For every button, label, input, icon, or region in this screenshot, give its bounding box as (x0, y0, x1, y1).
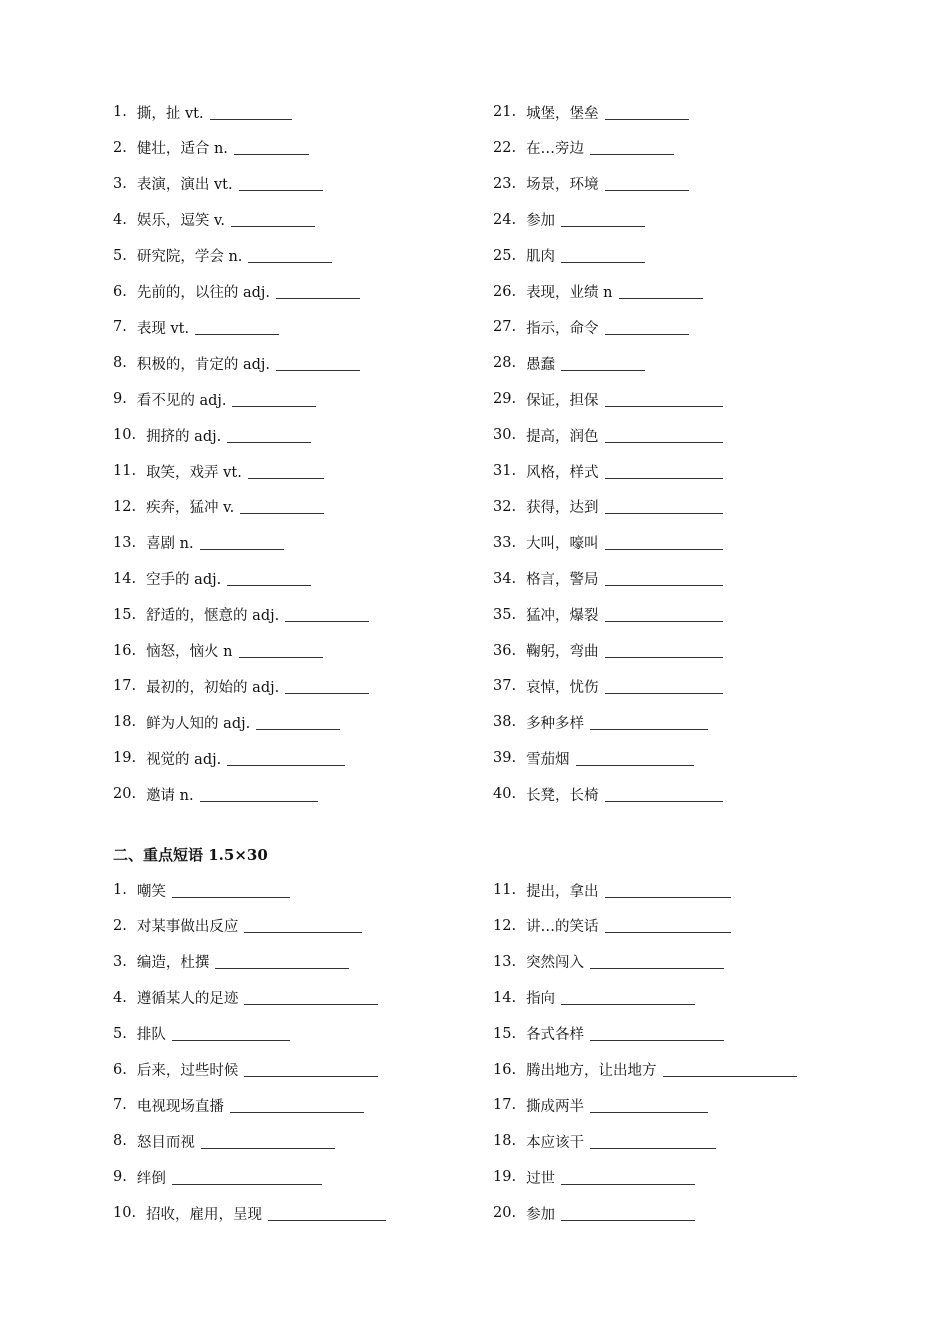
item-number: 13. (113, 534, 137, 551)
answer-blank[interactable] (244, 990, 378, 1005)
item-prompt: 喜剧 n. (146, 536, 194, 553)
item-prompt: 拥挤的 adj. (146, 428, 222, 445)
item-number: 26. (493, 283, 517, 300)
answer-blank[interactable] (663, 1062, 797, 1077)
list-item (113, 423, 311, 447)
answer-blank[interactable] (605, 607, 723, 622)
item-prompt: 嘲笑 (136, 883, 166, 900)
item-prompt: 遵循某人的足迹 (136, 991, 239, 1008)
answer-blank[interactable] (276, 356, 360, 371)
list-item (493, 531, 723, 555)
item-number: 15. (493, 1025, 517, 1042)
list-item (113, 674, 369, 698)
item-prompt: 积极的，肯定的 adj. (136, 356, 270, 373)
list-item (113, 878, 290, 902)
item-prompt: 肌肉 (526, 249, 556, 266)
list-item (493, 208, 645, 232)
item-number: 37. (493, 678, 517, 695)
answer-blank[interactable] (619, 284, 703, 299)
answer-blank[interactable] (210, 105, 292, 120)
list-item (493, 950, 724, 974)
answer-blank[interactable] (605, 428, 723, 443)
answer-blank[interactable] (172, 1026, 290, 1041)
item-prompt: 撕成两半 (526, 1098, 585, 1115)
item-number: 39. (493, 750, 517, 767)
item-prompt: 格言，警局 (526, 572, 599, 589)
item-number: 6. (113, 1061, 127, 1078)
item-prompt: 编造，杜撰 (136, 955, 210, 972)
list-item (493, 280, 703, 304)
answer-blank[interactable] (239, 643, 323, 658)
list-item (493, 710, 708, 734)
item-number: 27. (493, 319, 517, 336)
item-number: 20. (113, 786, 137, 803)
answer-blank[interactable] (561, 1206, 695, 1221)
list-item (493, 423, 723, 447)
item-prompt: 提高，润色 (526, 428, 599, 445)
list-item (113, 244, 332, 268)
list-item (113, 746, 345, 770)
item-prompt: 多种多样 (526, 715, 585, 732)
item-prompt: 空手的 adj. (146, 572, 222, 589)
list-item (113, 315, 279, 339)
item-number: 8. (113, 355, 127, 372)
answer-blank[interactable] (590, 715, 708, 730)
item-prompt: 突然闯入 (526, 955, 585, 972)
answer-blank[interactable] (244, 1062, 378, 1077)
answer-blank[interactable] (240, 499, 324, 514)
list-item (493, 746, 694, 770)
item-number: 18. (493, 1133, 517, 1150)
list-item (113, 1129, 335, 1153)
item-number: 22. (493, 139, 517, 156)
answer-blank[interactable] (605, 787, 723, 802)
answer-blank[interactable] (244, 918, 362, 933)
item-prompt: 电视现场直播 (136, 1098, 224, 1115)
item-number: 32. (493, 498, 517, 515)
answer-blank[interactable] (276, 284, 360, 299)
list-item (113, 1093, 364, 1117)
item-prompt: 参加 (526, 1206, 556, 1223)
list-item (493, 914, 731, 938)
item-prompt: 过世 (526, 1170, 556, 1187)
answer-blank[interactable] (256, 715, 340, 730)
item-prompt: 表演，演出 vt. (136, 177, 233, 194)
item-prompt: 看不见的 adj. (136, 392, 227, 409)
list-item (113, 1022, 290, 1046)
item-number: 9. (113, 1169, 127, 1186)
answer-blank[interactable] (605, 918, 731, 933)
item-number: 28. (493, 355, 517, 372)
item-number: 35. (493, 606, 517, 623)
answer-blank[interactable] (605, 571, 723, 586)
item-number: 17. (493, 1097, 517, 1114)
list-item (493, 387, 723, 411)
item-number: 12. (493, 917, 517, 934)
answer-blank[interactable] (561, 212, 645, 227)
answer-blank[interactable] (561, 1170, 695, 1185)
item-number: 14. (113, 570, 137, 587)
item-number: 23. (493, 175, 517, 192)
item-prompt: 撕，扯 vt. (136, 105, 204, 122)
list-item (113, 603, 369, 627)
item-prompt: 表现 vt. (136, 320, 190, 337)
item-number: 2. (113, 917, 127, 934)
list-item (113, 950, 349, 974)
answer-blank[interactable] (605, 499, 723, 514)
item-prompt: 参加 (526, 213, 556, 230)
item-number: 16. (113, 642, 137, 659)
item-number: 11. (113, 463, 137, 479)
answer-blank[interactable] (605, 535, 723, 550)
answer-blank[interactable] (605, 679, 723, 694)
list-item (493, 782, 723, 806)
item-number: 7. (113, 319, 127, 336)
answer-blank[interactable] (590, 1026, 724, 1041)
answer-blank[interactable] (248, 464, 324, 479)
item-number: 4. (113, 211, 127, 228)
item-prompt: 排队 (136, 1027, 166, 1044)
item-number: 18. (113, 714, 137, 731)
item-number: 10. (113, 427, 137, 444)
item-number: 2. (113, 139, 127, 156)
item-prompt: 指向 (526, 991, 556, 1008)
list-item (493, 603, 723, 627)
item-prompt: 招收，雇用，呈现 (146, 1206, 263, 1223)
answer-blank[interactable] (268, 1206, 386, 1221)
answer-blank[interactable] (234, 140, 309, 155)
item-prompt: 获得，达到 (526, 500, 599, 517)
list-item (493, 1201, 695, 1225)
list-item (493, 100, 689, 124)
item-prompt: 邀请 n. (146, 787, 194, 804)
item-number: 7. (113, 1097, 127, 1114)
item-number: 4. (113, 989, 127, 1006)
item-number: 5. (113, 1025, 127, 1042)
item-prompt: 猛冲，爆裂 (526, 608, 599, 625)
list-item (493, 1022, 724, 1046)
list-item (493, 986, 695, 1010)
list-item (113, 567, 311, 591)
answer-blank[interactable] (200, 535, 284, 550)
item-prompt: 舒适的，惬意的 adj. (146, 608, 280, 625)
item-prompt: 各式各样 (526, 1027, 585, 1044)
list-item (113, 531, 284, 555)
item-prompt: 哀悼，忧伤 (526, 679, 599, 696)
list-item (113, 639, 323, 663)
list-item (493, 172, 689, 196)
item-prompt: 研究院，学会 n. (136, 249, 243, 266)
list-item (113, 986, 378, 1010)
item-prompt: 腾出地方，让出地方 (526, 1063, 657, 1079)
answer-blank[interactable] (605, 643, 723, 658)
answer-blank[interactable] (561, 356, 645, 371)
answer-blank[interactable] (605, 105, 689, 120)
item-number: 21. (493, 104, 517, 120)
answer-blank[interactable] (561, 990, 695, 1005)
list-item (493, 244, 645, 268)
list-item (493, 495, 723, 519)
item-prompt: 在…旁边 (526, 141, 585, 158)
item-prompt: 绊倒 (136, 1170, 166, 1187)
answer-blank[interactable] (285, 607, 369, 622)
item-prompt: 鞠躬，弯曲 (526, 644, 599, 660)
item-prompt: 讲…的笑话 (526, 919, 599, 936)
item-prompt: 大叫，嚎叫 (526, 536, 599, 553)
item-prompt: 视觉的 adj. (146, 751, 222, 768)
item-prompt: 雪茄烟 (526, 751, 570, 768)
item-number: 14. (493, 989, 517, 1006)
item-prompt: 提出，拿出 (526, 883, 599, 900)
item-number: 1. (113, 882, 127, 898)
item-prompt: 对某事做出反应 (136, 919, 239, 936)
item-number: 29. (493, 391, 517, 408)
list-item (113, 172, 323, 196)
list-item (493, 1165, 695, 1189)
item-number: 30. (493, 427, 517, 444)
item-prompt: 长凳，长椅 (526, 787, 599, 804)
item-number: 17. (113, 678, 137, 695)
item-prompt: 本应该干 (526, 1134, 585, 1151)
answer-blank[interactable] (561, 248, 645, 263)
answer-blank[interactable] (227, 571, 311, 586)
list-item (113, 136, 309, 160)
item-number: 20. (493, 1205, 517, 1222)
item-number: 13. (493, 953, 517, 970)
answer-blank[interactable] (215, 954, 349, 969)
item-prompt: 健壮，适合 n. (136, 141, 228, 158)
answer-blank[interactable] (590, 954, 724, 969)
item-prompt: 愚蠢 (526, 356, 556, 373)
item-prompt: 恼怒，恼火 n (146, 644, 233, 660)
item-number: 1. (113, 104, 127, 120)
item-prompt: 场景，环境 (526, 177, 599, 194)
item-prompt: 后来，过些时候 (136, 1063, 239, 1079)
item-prompt: 最初的，初始的 adj. (146, 679, 280, 696)
list-item (493, 351, 645, 375)
item-number: 25. (493, 247, 517, 264)
list-item (113, 710, 340, 734)
item-number: 8. (113, 1133, 127, 1150)
item-prompt: 表现，业绩 n (526, 285, 613, 301)
answer-blank[interactable] (172, 883, 290, 898)
item-number: 19. (113, 750, 137, 767)
answer-blank[interactable] (172, 1170, 322, 1185)
item-prompt: 风格，样式 (526, 464, 599, 481)
item-number: 16. (493, 1061, 517, 1078)
item-prompt: 怒目而视 (136, 1134, 195, 1151)
answer-blank[interactable] (201, 1134, 335, 1149)
answer-blank[interactable] (285, 679, 369, 694)
answer-blank[interactable] (590, 140, 674, 155)
item-prompt: 指示，命令 (526, 320, 599, 337)
item-number: 36. (493, 642, 517, 659)
list-item (493, 459, 723, 483)
list-item (113, 280, 360, 304)
item-prompt: 先前的，以往的 adj. (136, 285, 270, 301)
item-number: 12. (113, 498, 137, 515)
list-item (113, 495, 324, 519)
answer-blank[interactable] (227, 751, 345, 766)
item-number: 10. (113, 1205, 137, 1222)
item-prompt: 取笑，戏弄 vt. (146, 464, 242, 481)
answer-blank[interactable] (230, 1098, 364, 1113)
phrases-heading: 二、重点短语 1.5×30 (113, 846, 268, 864)
item-number: 11. (493, 882, 517, 898)
list-item (493, 1093, 708, 1117)
answer-blank[interactable] (605, 320, 689, 335)
answer-blank[interactable] (195, 320, 279, 335)
answer-blank[interactable] (605, 176, 689, 191)
answer-blank[interactable] (605, 883, 731, 898)
list-item (113, 1165, 322, 1189)
list-item (113, 351, 360, 375)
list-item (493, 878, 731, 902)
answer-blank[interactable] (227, 428, 311, 443)
item-number: 24. (493, 211, 517, 228)
list-item (113, 1058, 378, 1082)
list-item (113, 914, 362, 938)
answer-blank[interactable] (248, 248, 332, 263)
answer-blank[interactable] (200, 787, 318, 802)
list-item (493, 315, 689, 339)
list-item (113, 208, 315, 232)
list-item (493, 1058, 797, 1082)
item-number: 38. (493, 714, 517, 731)
item-number: 6. (113, 283, 127, 300)
list-item (113, 1201, 386, 1225)
answer-blank[interactable] (576, 751, 694, 766)
answer-blank[interactable] (605, 392, 723, 407)
list-item (493, 136, 674, 160)
list-item (113, 459, 324, 483)
answer-blank[interactable] (231, 212, 315, 227)
item-number: 33. (493, 534, 517, 551)
item-number: 3. (113, 953, 127, 970)
item-number: 31. (493, 463, 517, 479)
item-number: 34. (493, 570, 517, 587)
list-item (113, 100, 292, 124)
item-prompt: 娱乐，逗笑 v. (136, 213, 226, 230)
answer-blank[interactable] (605, 464, 723, 479)
list-item (113, 782, 318, 806)
list-item (493, 639, 723, 663)
item-prompt: 鲜为人知的 adj. (146, 715, 251, 732)
answer-blank[interactable] (590, 1134, 716, 1149)
item-number: 19. (493, 1169, 517, 1186)
answer-blank[interactable] (232, 392, 316, 407)
list-item (493, 1129, 716, 1153)
list-item (113, 387, 316, 411)
list-item (493, 674, 723, 698)
answer-blank[interactable] (590, 1098, 708, 1113)
item-prompt: 保证，担保 (526, 392, 599, 409)
item-number: 9. (113, 391, 127, 408)
item-prompt: 城堡，堡垒 (526, 105, 599, 122)
item-number: 3. (113, 175, 127, 192)
answer-blank[interactable] (239, 176, 323, 191)
item-number: 40. (493, 786, 517, 803)
list-item (493, 567, 723, 591)
item-number: 5. (113, 247, 127, 264)
item-prompt: 疾奔，猛冲 v. (146, 500, 235, 517)
item-number: 15. (113, 606, 137, 623)
